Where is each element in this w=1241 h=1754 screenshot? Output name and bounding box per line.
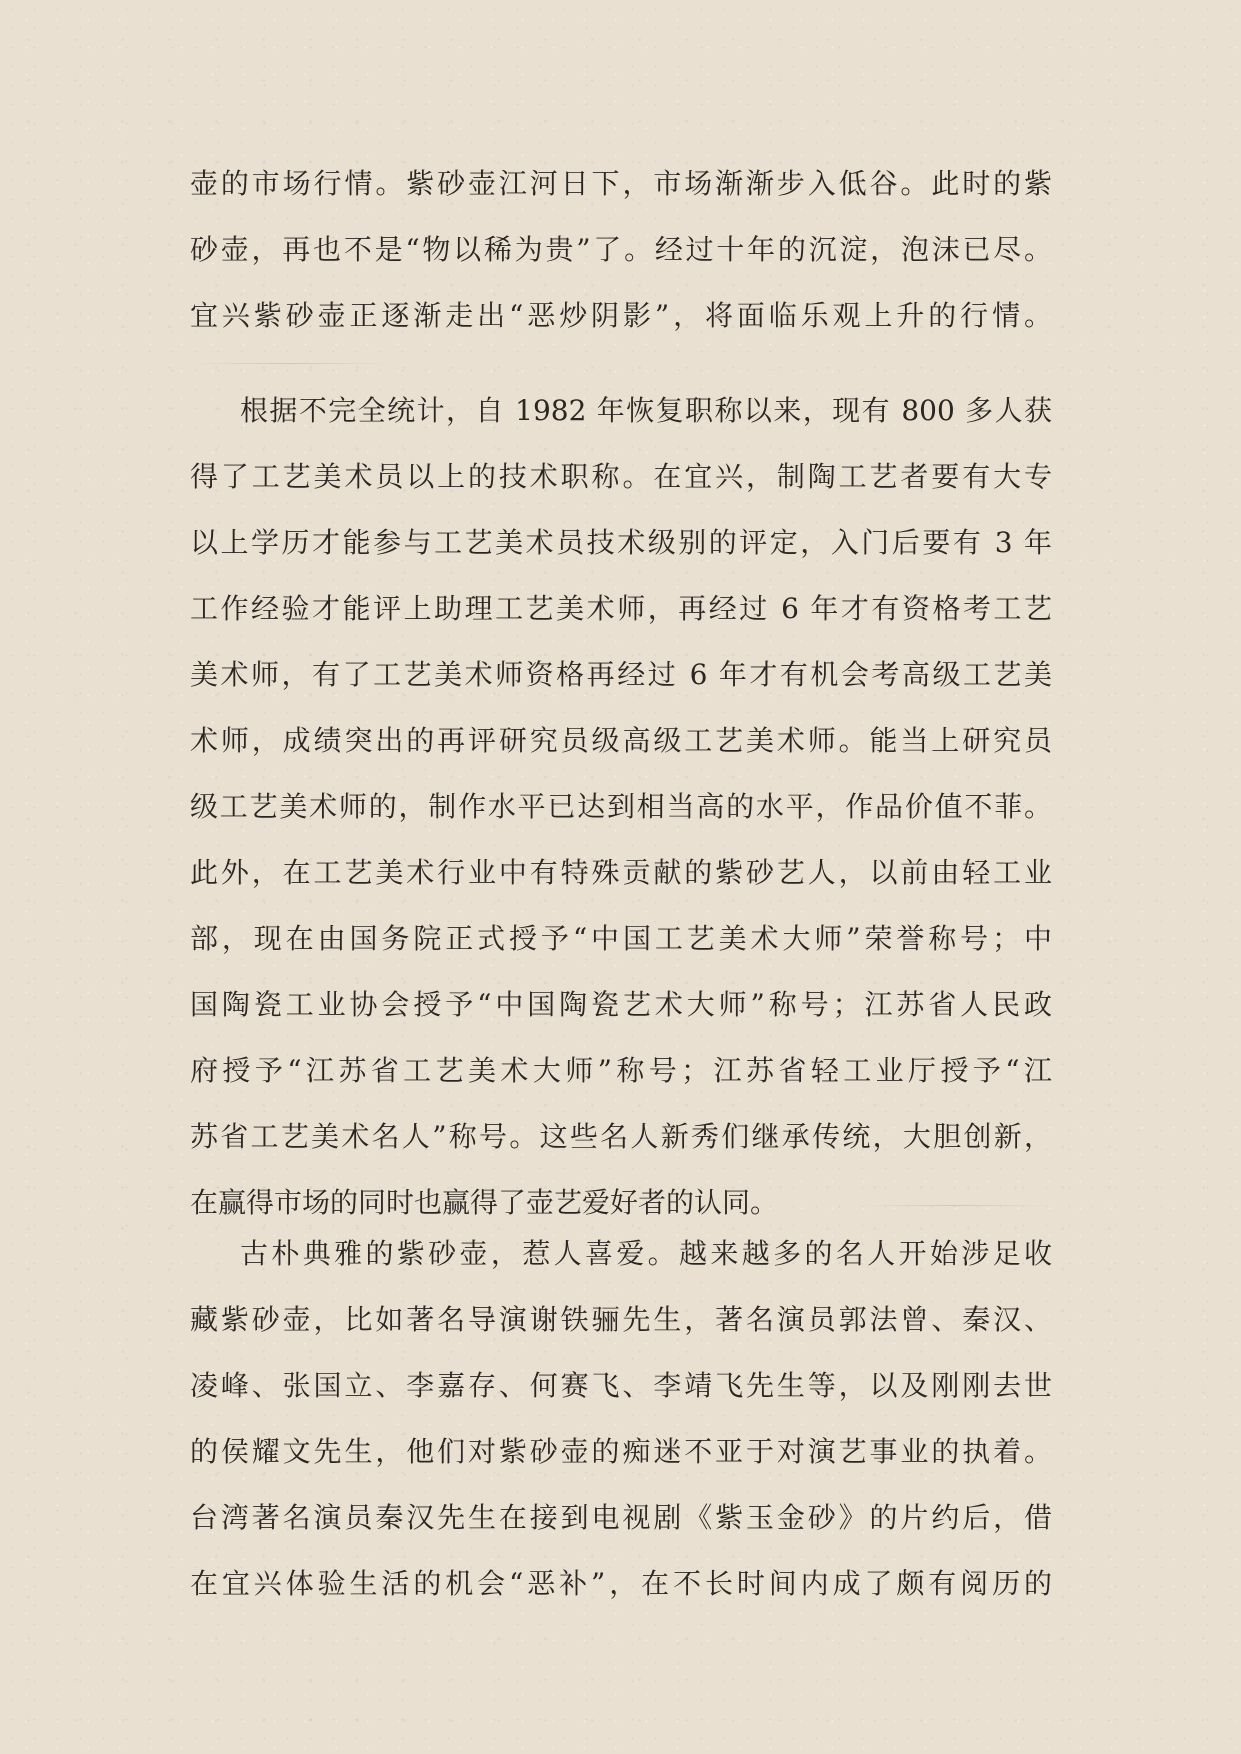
text-line: 府授予“江苏省工艺美术大师”称号；江苏省轻工业厅授予“江 bbox=[190, 1054, 1052, 1087]
paragraph-professional-titles bbox=[190, 378, 1052, 1236]
text-line: 部，现在由国务院正式授予“中国工艺美术大师”荣誉称号；中 bbox=[190, 922, 1052, 955]
paragraph-celebrity-collectors bbox=[190, 1221, 1052, 1617]
text-line: 级工艺美术师的，制作水平已达到相当高的水平，作品价值不菲。 bbox=[190, 790, 1052, 823]
text-line: 苏省工艺美术名人”称号。这些名人新秀们继承传统，大胆创新， bbox=[190, 1120, 1052, 1153]
text-line: 在赢得市场的同时也赢得了壶艺爱好者的认同。 bbox=[190, 1186, 779, 1219]
text-line: 美术师，有了工艺美术师资格再经过 6 年才有机会考高级工艺美 bbox=[190, 658, 1052, 691]
paragraph-divider bbox=[190, 363, 390, 364]
text-line: 在宜兴体验生活的机会“恶补”，在不长时间内成了颇有阅历的 bbox=[190, 1567, 1052, 1600]
text-line: 台湾著名演员秦汉先生在接到电视剧《紫玉金砂》的片约后，借 bbox=[190, 1501, 1052, 1534]
text-line: 以上学历才能参与工艺美术员技术级别的评定，入门后要有 3 年 bbox=[190, 526, 1052, 559]
paragraph-market-trend bbox=[190, 151, 1052, 349]
text-line: 古朴典雅的紫砂壶，惹人喜爱。越来越多的名人开始涉足收 bbox=[240, 1237, 1052, 1270]
text-line: 得了工艺美术员以上的技术职称。在宜兴，制陶工艺者要有大专 bbox=[190, 460, 1052, 493]
text-line: 藏紫砂壶，比如著名导演谢铁骊先生，著名演员郭法曾、秦汉、 bbox=[190, 1303, 1052, 1336]
text-line: 凌峰、张国立、李嘉存、何赛飞、李靖飞先生等，以及刚刚去世 bbox=[190, 1369, 1052, 1402]
text-line: 术师，成绩突出的再评研究员级高级工艺美术师。能当上研究员 bbox=[190, 724, 1052, 757]
text-line: 的侯耀文先生，他们对紫砂壶的痴迷不亚于对演艺事业的执着。 bbox=[190, 1435, 1052, 1468]
text-line: 砂壶，再也不是“物以稀为贵”了。经过十年的沉淀，泡沫已尽。 bbox=[190, 233, 1052, 266]
text-line: 宜兴紫砂壶正逐渐走出“恶炒阴影”，将面临乐观上升的行情。 bbox=[190, 299, 1052, 332]
text-line: 工作经验才能评上助理工艺美术师，再经过 6 年才有资格考工艺 bbox=[190, 592, 1052, 625]
text-line: 此外，在工艺美术行业中有特殊贡献的紫砂艺人，以前由轻工业 bbox=[190, 856, 1052, 889]
text-line: 壶的市场行情。紫砂壶江河日下，市场渐渐步入低谷。此时的紫 bbox=[190, 167, 1052, 200]
text-line: 根据不完全统计，自 1982 年恢复职称以来，现有 800 多人获 bbox=[240, 394, 1052, 427]
text-line: 国陶瓷工业协会授予“中国陶瓷艺术大师”称号；江苏省人民政 bbox=[190, 988, 1052, 1021]
